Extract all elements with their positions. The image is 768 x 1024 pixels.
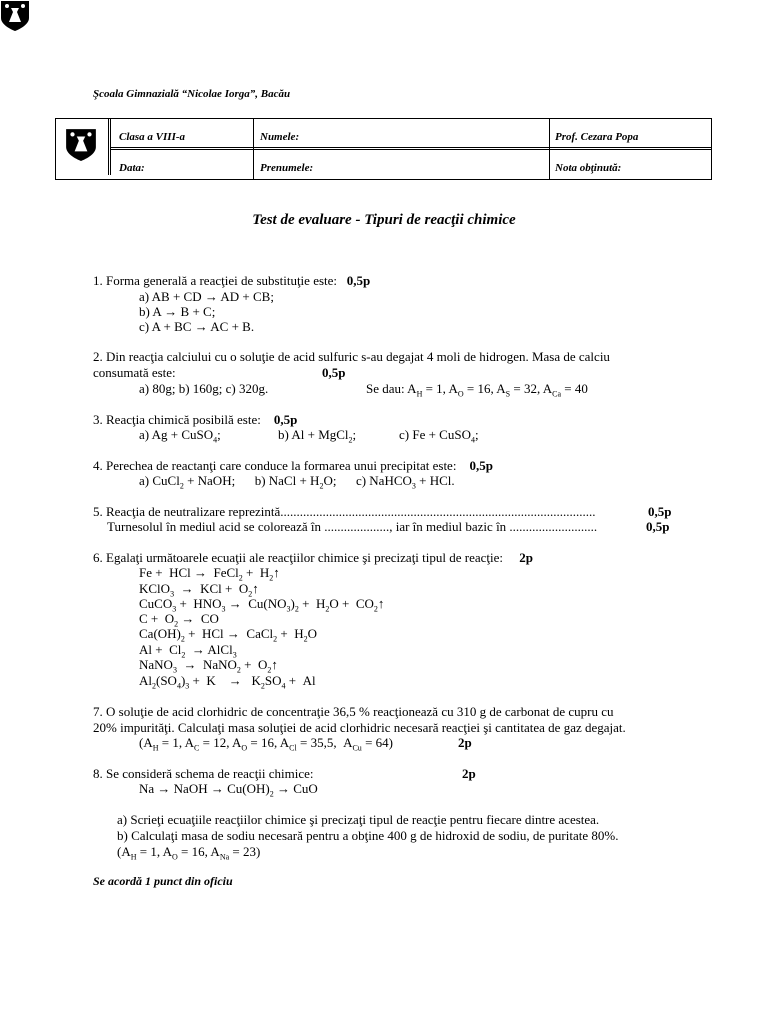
q5-points-1: 0,5p: [648, 504, 672, 519]
q8-text: 8. Se consideră schema de reacţii chimice:: [93, 766, 314, 781]
q6-eq7: NaNO$_3$ → NaNO$_2$ + $O_2↑$: [139, 657, 278, 675]
q4-text: 4. Perechea de reactanţi care conduce la formarea unui precipitat este: 0,5p: [93, 458, 493, 473]
class-label: Clasa a VIII-a: [119, 131, 186, 143]
q5-line2: Turnesolul în mediul acid se colorează în ...................., iar în mediul bazic în ...........................: [107, 519, 598, 534]
q8-part-b: b) Calculaţi masa de sodiu necesară pentru a obţine 400 g de hidroxid de sodiu, de puritate 80%.: [117, 828, 619, 843]
q8-points: 2p: [462, 766, 476, 781]
q6-eq8: $Al_2(SO_4)_3 + K$ → $K_2SO_4 + Al$: [139, 673, 316, 691]
q6-text: 6. Egalaţi următoarele ecuaţii ale reacţiilor chimice şi precizaţi tipul de reacţie: 2p: [93, 550, 533, 565]
q1-option-b: b) A → B + C;: [139, 304, 216, 319]
q3-text: 3. Reacţia chimică posibilă este: 0,5p: [93, 412, 298, 427]
q6-eq4: $C + O_2$ → CO: [139, 611, 219, 629]
q2-line2: consumată este:: [93, 365, 176, 380]
header-col-line: [549, 119, 550, 179]
q4-options: a) CuCl$_2$ + NaOH; b) NaCl + $H_2O$; c) NaHCO$_3$ + HCl.: [139, 473, 455, 491]
footer-note: Se acordă 1 punct din oficiu: [93, 874, 233, 888]
school-name: Şcoala Gimnazială “Nicolae Iorga”, Bacău: [93, 88, 291, 100]
q7-points: 2p: [458, 735, 472, 750]
name-label: Numele:: [260, 131, 300, 143]
q5-points-2: 0,5p: [646, 519, 670, 534]
q2-options: a) 80g; b) 160g; c) 320g.: [139, 381, 269, 396]
date-label: Data:: [119, 162, 145, 174]
header-logo-cell: [56, 119, 111, 175]
q2-points: 0,5p: [322, 365, 346, 380]
header-table: [55, 118, 712, 180]
q6-eq2: KClO$_3$ → KCl + $O_2↑$: [139, 581, 259, 599]
q1-option-c: c) A + BC → AC + B.: [139, 319, 255, 334]
q7-line1: 7. O soluţie de acid clorhidric de concentraţie 36,5 % reacţionează cu 310 g de carbonat de cupru cu: [93, 704, 614, 719]
header-divider: [110, 147, 711, 150]
q1-option-a: a) AB + CD → AD + CB;: [139, 289, 274, 304]
grade-label: Nota obţinută:: [555, 162, 622, 174]
school-logo-icon: [65, 128, 97, 162]
header-col-line: [253, 119, 254, 179]
q6-eq3: CuCO$_3$ + $HNO_3 \to Cu(NO_3)_2 + H_2O$ + $CO_2↑$: [139, 596, 385, 614]
q6-eq1: Fe + HCl → FeCl$_2$ + $H_2↑$: [139, 565, 280, 583]
q3-option-a: a) Ag + CuSO$_4$;: [139, 427, 221, 445]
page-title: Test de evaluare - Tipuri de reacţii chimice: [252, 212, 516, 228]
q2-given: Se dau: $A_H = 1$, $A_O = 16$, $A_S = 32$, $A_{Ca} = 40$: [366, 381, 588, 399]
q7-given: ($A_H = 1$, $A_C = 12$, $A_O = 16$, $A_{Cl} = 35,5$, $A_{Cu} = 64$): [139, 735, 393, 753]
q5-line1: 5. Reacţia de neutralizare reprezintă.................................................................................................: [93, 504, 596, 519]
q8-scheme: Na → NaOH → $Cu(OH)_2$ → CuO: [139, 781, 318, 799]
q2-line1: 2. Din reacţia calciului cu o soluţie de acid sulfuric s-au degajat 4 moli de hidrogen. Masa de calciu: [93, 349, 610, 364]
q8-part-a: a) Scrieţi ecuaţiile reacţiilor chimice şi precizaţi tipul de reacţie pentru fiecare dintre acestea.: [117, 812, 600, 827]
q6-eq6: $Al + Cl_2$ → AlCl$_3$: [139, 642, 237, 660]
surname-label: Prenumele:: [260, 162, 314, 174]
q3-option-c: c) Fe + CuSO$_4$;: [399, 427, 479, 445]
school-emblem-icon: [0, 0, 30, 32]
q1-text: 1. Forma generală a reacţiei de substituţie este: 0,5p: [93, 273, 371, 288]
q6-eq5: $Ca(OH)_2$ + HCl → CaCl$_2$ + $H_2O$: [139, 626, 317, 644]
q3-option-b: b) Al + MgCl$_2$;: [278, 427, 357, 445]
q8-given: ($A_H = 1$, $A_O = 16$, $A_{Na} = 23$): [117, 844, 261, 862]
q7-line2: 20% impurităţi. Calculaţi masa soluţiei de acid clorhidric necesară reacţiei şi cantitatea de gaz degajat.: [93, 720, 626, 735]
teacher-label: Prof. Cezara Popa: [555, 131, 639, 143]
